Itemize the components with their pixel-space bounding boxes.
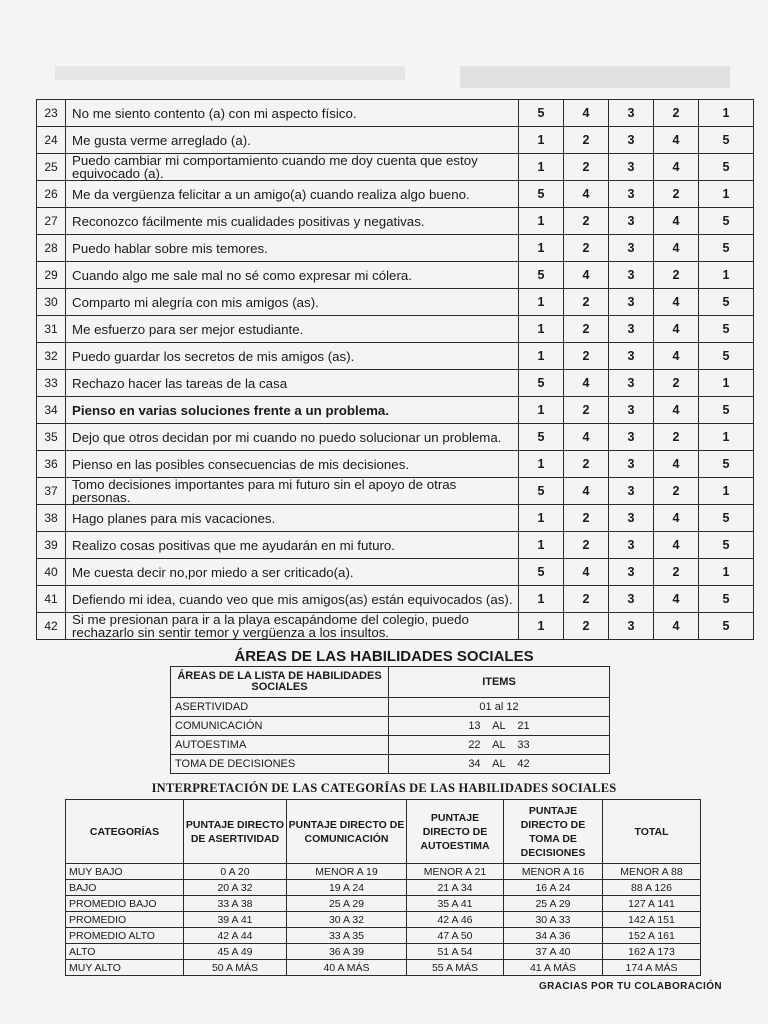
item-score: 5 xyxy=(699,505,754,532)
item-row xyxy=(37,316,754,343)
category-name: PROMEDIO BAJO xyxy=(66,896,184,912)
score-range: 42 A 46 xyxy=(407,912,504,928)
item-score: 5 xyxy=(699,289,754,316)
score-range: 39 A 41 xyxy=(184,912,287,928)
item-score: 3 xyxy=(609,559,654,586)
item-text: Comparto mi alegría con mis amigos (as). xyxy=(66,289,519,316)
score-range: 35 A 41 xyxy=(407,896,504,912)
item-text: Puedo guardar los secretos de mis amigos (as). xyxy=(66,343,519,370)
item-score: 3 xyxy=(609,343,654,370)
item-score: 1 xyxy=(519,613,564,640)
item-number: 38 xyxy=(37,505,66,532)
score-range: 37 A 40 xyxy=(504,944,603,960)
item-score: 4 xyxy=(654,451,699,478)
item-score: 3 xyxy=(609,532,654,559)
area-name: TOMA DE DECISIONES xyxy=(171,755,389,774)
item-score: 3 xyxy=(609,262,654,289)
item-score: 3 xyxy=(609,154,654,181)
item-text: Me da vergüenza felicitar a un amigo(a) cuando realiza algo bueno. xyxy=(66,181,519,208)
item-number: 32 xyxy=(37,343,66,370)
item-score: 2 xyxy=(564,613,609,640)
item-text: Hago planes para mis vacaciones. xyxy=(66,505,519,532)
item-score: 2 xyxy=(564,586,609,613)
item-score: 5 xyxy=(699,451,754,478)
item-score: 1 xyxy=(519,451,564,478)
item-score: 1 xyxy=(699,100,754,127)
item-score: 1 xyxy=(519,397,564,424)
areas-row xyxy=(171,755,610,774)
category-name: PROMEDIO xyxy=(66,912,184,928)
item-score: 2 xyxy=(564,208,609,235)
item-score: 3 xyxy=(609,127,654,154)
item-number: 39 xyxy=(37,532,66,559)
score-range: 16 A 24 xyxy=(504,880,603,896)
item-number: 23 xyxy=(37,100,66,127)
item-score: 2 xyxy=(564,289,609,316)
item-number: 31 xyxy=(37,316,66,343)
item-score: 4 xyxy=(654,397,699,424)
interpretation-row xyxy=(66,960,701,976)
item-row xyxy=(37,532,754,559)
area-range: 34 AL 42 xyxy=(389,755,610,774)
item-row xyxy=(37,100,754,127)
item-score: 5 xyxy=(699,127,754,154)
item-score: 3 xyxy=(609,289,654,316)
item-number: 40 xyxy=(37,559,66,586)
item-score: 2 xyxy=(564,397,609,424)
item-score: 4 xyxy=(564,370,609,397)
score-range: MENOR A 16 xyxy=(504,864,603,880)
item-score: 2 xyxy=(654,100,699,127)
item-score: 2 xyxy=(654,181,699,208)
area-name: COMUNICACIÓN xyxy=(171,717,389,736)
area-range: 22 AL 33 xyxy=(389,736,610,755)
item-score: 4 xyxy=(654,235,699,262)
item-number: 42 xyxy=(37,613,66,640)
item-text: Pienso en las posibles consecuencias de mis decisiones. xyxy=(66,451,519,478)
category-name: MUY BAJO xyxy=(66,864,184,880)
score-range: 33 A 38 xyxy=(184,896,287,912)
item-score: 3 xyxy=(609,478,654,505)
item-score: 1 xyxy=(519,127,564,154)
items-table xyxy=(36,99,754,640)
interpretation-row xyxy=(66,928,701,944)
item-score: 2 xyxy=(654,478,699,505)
item-score: 5 xyxy=(519,262,564,289)
item-score: 3 xyxy=(609,100,654,127)
item-text: No me siento contento (a) con mi aspecto físico. xyxy=(66,100,519,127)
item-number: 25 xyxy=(37,154,66,181)
score-range: MENOR A 88 xyxy=(603,864,701,880)
item-score: 1 xyxy=(519,235,564,262)
score-range: 20 A 32 xyxy=(184,880,287,896)
area-name: ASERTIVIDAD xyxy=(171,698,389,717)
item-score: 1 xyxy=(699,478,754,505)
item-score: 4 xyxy=(564,559,609,586)
score-range: 40 A MÁS xyxy=(287,960,407,976)
item-score: 1 xyxy=(699,370,754,397)
score-range: 174 A MÁS xyxy=(603,960,701,976)
areas-header-items: ITEMS xyxy=(389,667,610,698)
item-score: 5 xyxy=(519,370,564,397)
item-score: 1 xyxy=(699,559,754,586)
item-text: Si me presionan para ir a la playa escapándome del colegio, puedo rechazarlo sin sentir temor y vergüenza a los insultos. xyxy=(66,613,519,640)
item-score: 5 xyxy=(699,343,754,370)
areas-row xyxy=(171,736,610,755)
item-text: Pienso en varias soluciones frente a un problema. xyxy=(66,397,519,424)
interpretation-table xyxy=(65,799,701,976)
item-score: 4 xyxy=(654,289,699,316)
score-range: 33 A 35 xyxy=(287,928,407,944)
item-row xyxy=(37,478,754,505)
item-number: 26 xyxy=(37,181,66,208)
item-number: 35 xyxy=(37,424,66,451)
item-score: 5 xyxy=(699,235,754,262)
interpretation-row xyxy=(66,912,701,928)
areas-row xyxy=(171,717,610,736)
item-score: 4 xyxy=(564,181,609,208)
item-number: 41 xyxy=(37,586,66,613)
areas-header-row xyxy=(171,667,610,698)
item-score: 4 xyxy=(654,532,699,559)
score-range: 34 A 36 xyxy=(504,928,603,944)
score-range: 55 A MÁS xyxy=(407,960,504,976)
score-range: 51 A 54 xyxy=(407,944,504,960)
item-score: 1 xyxy=(519,532,564,559)
item-score: 2 xyxy=(564,532,609,559)
item-number: 24 xyxy=(37,127,66,154)
interpretation-header: PUNTAJE DIRECTO DE TOMA DE DECISIONES xyxy=(504,800,603,864)
item-row xyxy=(37,451,754,478)
item-score: 1 xyxy=(699,181,754,208)
score-range: 45 A 49 xyxy=(184,944,287,960)
item-score: 2 xyxy=(564,451,609,478)
interpretation-row xyxy=(66,896,701,912)
item-row xyxy=(37,208,754,235)
interpretation-header: PUNTAJE DIRECTO DE COMUNICACIÓN xyxy=(287,800,407,864)
category-name: MUY ALTO xyxy=(66,960,184,976)
category-name: BAJO xyxy=(66,880,184,896)
item-score: 5 xyxy=(699,154,754,181)
item-score: 5 xyxy=(699,397,754,424)
interpretation-header: PUNTAJE DIRECTO DE AUTOESTIMA xyxy=(407,800,504,864)
item-row xyxy=(37,154,754,181)
item-score: 4 xyxy=(564,100,609,127)
item-score: 3 xyxy=(609,451,654,478)
item-number: 36 xyxy=(37,451,66,478)
score-range: 50 A MÁS xyxy=(184,960,287,976)
area-range: 01 al 12 xyxy=(389,698,610,717)
score-range: 21 A 34 xyxy=(407,880,504,896)
area-range: 13 AL 21 xyxy=(389,717,610,736)
areas-table xyxy=(170,666,610,774)
item-score: 3 xyxy=(609,370,654,397)
item-score: 2 xyxy=(654,424,699,451)
interpretation-title: INTERPRETACIÓN DE LAS CATEGORÍAS DE LAS HABILIDADES SOCIALES xyxy=(151,781,617,795)
faded-background-box xyxy=(460,66,730,88)
item-score: 4 xyxy=(654,127,699,154)
interpretation-header: TOTAL xyxy=(603,800,701,864)
score-range: 41 A MÁS xyxy=(504,960,603,976)
item-text: Rechazo hacer las tareas de la casa xyxy=(66,370,519,397)
item-score: 3 xyxy=(609,235,654,262)
item-score: 4 xyxy=(654,613,699,640)
item-score: 4 xyxy=(654,586,699,613)
item-row xyxy=(37,127,754,154)
item-score: 2 xyxy=(654,370,699,397)
item-text: Defiendo mi idea, cuando veo que mis amigos(as) están equivocados (as). xyxy=(66,586,519,613)
item-score: 5 xyxy=(519,478,564,505)
score-range: 36 A 39 xyxy=(287,944,407,960)
score-range: 152 A 161 xyxy=(603,928,701,944)
item-score: 3 xyxy=(609,613,654,640)
item-text: Puedo hablar sobre mis temores. xyxy=(66,235,519,262)
interpretation-header-row xyxy=(66,800,701,864)
faded-background-text xyxy=(55,66,405,80)
item-number: 29 xyxy=(37,262,66,289)
item-score: 2 xyxy=(564,127,609,154)
item-number: 37 xyxy=(37,478,66,505)
item-text: Dejo que otros decidan por mi cuando no puedo solucionar un problema. xyxy=(66,424,519,451)
item-row xyxy=(37,586,754,613)
item-number: 28 xyxy=(37,235,66,262)
item-row xyxy=(37,613,754,640)
score-range: 127 A 141 xyxy=(603,896,701,912)
item-score: 3 xyxy=(609,586,654,613)
item-score: 4 xyxy=(564,424,609,451)
item-score: 3 xyxy=(609,316,654,343)
item-score: 4 xyxy=(564,262,609,289)
item-score: 2 xyxy=(564,154,609,181)
item-score: 1 xyxy=(699,424,754,451)
item-number: 33 xyxy=(37,370,66,397)
item-score: 2 xyxy=(654,262,699,289)
areas-header-area: ÁREAS DE LA LISTA DE HABILIDADES SOCIALES xyxy=(171,667,389,698)
item-score: 3 xyxy=(609,505,654,532)
item-score: 4 xyxy=(654,154,699,181)
item-score: 3 xyxy=(609,208,654,235)
item-score: 1 xyxy=(519,343,564,370)
score-range: 19 A 24 xyxy=(287,880,407,896)
item-score: 2 xyxy=(564,316,609,343)
item-text: Puedo cambiar mi comportamiento cuando me doy cuenta que estoy equivocado (a). xyxy=(66,154,519,181)
item-score: 5 xyxy=(699,208,754,235)
score-range: 142 A 151 xyxy=(603,912,701,928)
item-score: 2 xyxy=(564,343,609,370)
item-number: 34 xyxy=(37,397,66,424)
item-score: 4 xyxy=(654,208,699,235)
score-range: 0 A 20 xyxy=(184,864,287,880)
interpretation-row xyxy=(66,880,701,896)
item-score: 5 xyxy=(519,424,564,451)
interpretation-row xyxy=(66,944,701,960)
score-range: 42 A 44 xyxy=(184,928,287,944)
item-row xyxy=(37,289,754,316)
item-text: Reconozco fácilmente mis cualidades positivas y negativas. xyxy=(66,208,519,235)
item-text: Tomo decisiones importantes para mi futuro sin el apoyo de otras personas. xyxy=(66,478,519,505)
areas-title: ÁREAS DE LAS HABILIDADES SOCIALES xyxy=(234,648,534,665)
item-text: Cuando algo me sale mal no sé como expresar mi cólera. xyxy=(66,262,519,289)
areas-row xyxy=(171,698,610,717)
score-range: 30 A 33 xyxy=(504,912,603,928)
item-row xyxy=(37,397,754,424)
item-score: 1 xyxy=(519,289,564,316)
thanks-footer: GRACIAS POR TU COLABORACIÓN xyxy=(538,981,722,992)
item-text: Me esfuerzo para ser mejor estudiante. xyxy=(66,316,519,343)
item-score: 1 xyxy=(519,316,564,343)
item-score: 3 xyxy=(609,181,654,208)
score-range: 30 A 32 xyxy=(287,912,407,928)
item-text: Me gusta verme arreglado (a). xyxy=(66,127,519,154)
item-score: 5 xyxy=(699,586,754,613)
item-text: Realizo cosas positivas que me ayudarán en mi futuro. xyxy=(66,532,519,559)
category-name: ALTO xyxy=(66,944,184,960)
item-row xyxy=(37,424,754,451)
item-row xyxy=(37,370,754,397)
item-score: 4 xyxy=(654,505,699,532)
item-score: 4 xyxy=(564,478,609,505)
item-score: 5 xyxy=(699,613,754,640)
item-row xyxy=(37,505,754,532)
area-name: AUTOESTIMA xyxy=(171,736,389,755)
score-range: MENOR A 19 xyxy=(287,864,407,880)
score-range: 25 A 29 xyxy=(504,896,603,912)
item-score: 1 xyxy=(519,586,564,613)
item-score: 5 xyxy=(519,559,564,586)
item-row xyxy=(37,181,754,208)
item-score: 3 xyxy=(609,424,654,451)
item-score: 5 xyxy=(519,181,564,208)
item-score: 2 xyxy=(564,235,609,262)
item-number: 27 xyxy=(37,208,66,235)
item-row xyxy=(37,343,754,370)
item-score: 1 xyxy=(519,154,564,181)
item-score: 5 xyxy=(519,100,564,127)
item-number: 30 xyxy=(37,289,66,316)
item-row xyxy=(37,262,754,289)
item-score: 1 xyxy=(699,262,754,289)
item-score: 5 xyxy=(699,532,754,559)
item-text: Me cuesta decir no,por miedo a ser criticado(a). xyxy=(66,559,519,586)
item-score: 1 xyxy=(519,505,564,532)
category-name: PROMEDIO ALTO xyxy=(66,928,184,944)
score-range: 25 A 29 xyxy=(287,896,407,912)
item-score: 3 xyxy=(609,397,654,424)
item-row xyxy=(37,559,754,586)
item-score: 2 xyxy=(564,505,609,532)
item-score: 4 xyxy=(654,316,699,343)
item-score: 4 xyxy=(654,343,699,370)
item-score: 2 xyxy=(654,559,699,586)
interpretation-header: CATEGORÍAS xyxy=(66,800,184,864)
interpretation-row xyxy=(66,864,701,880)
item-row xyxy=(37,235,754,262)
interpretation-header: PUNTAJE DIRECTO DE ASERTIVIDAD xyxy=(184,800,287,864)
score-range: 88 A 126 xyxy=(603,880,701,896)
score-range: 47 A 50 xyxy=(407,928,504,944)
item-score: 5 xyxy=(699,316,754,343)
score-range: MENOR A 21 xyxy=(407,864,504,880)
item-score: 1 xyxy=(519,208,564,235)
score-range: 162 A 173 xyxy=(603,944,701,960)
